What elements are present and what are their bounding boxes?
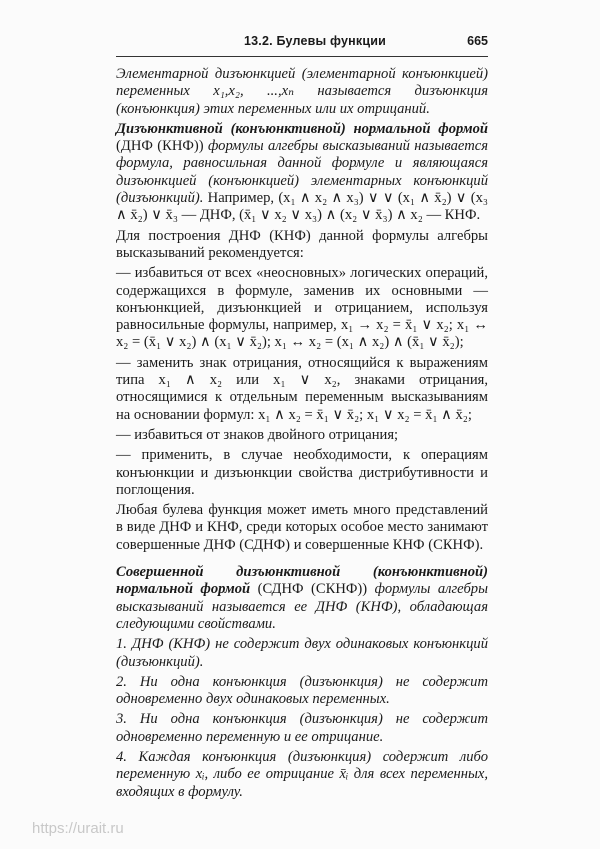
- perfect-form-definition: формулы алгебры высказываний называется ее ДНФ (КНФ), обладающая следующими свойствами.: [116, 581, 488, 632]
- step-replace-negation: — заменить знак отрицания, относящийся к выражениям типа x₁ ∧ x₂ или x₁ ∨ x₂, знаками отрицания, относящимися к отдельным переменным высказываниям на основании формул: x₁ ∧ x₂ = x̄₁ ∨ x̄₂; x₁ ∨ x₂ = x̄₁ ∧ x̄₂;: [116, 354, 488, 423]
- step-double-negation: — избавиться от знаков двойного отрицания;: [116, 426, 399, 443]
- watermark-url: https://urait.ru: [32, 820, 124, 837]
- paragraph-normal-form: [116, 121, 488, 225]
- property-item-3: 3. Ни одна конъюнкция (дизъюнкция) не содержит одновременно переменную и ее отрицание.: [116, 711, 488, 745]
- paragraph-construction-intro: Для построения ДНФ (КНФ) данной формулы алгебры высказываний рекомендуется:: [116, 227, 488, 261]
- normal-form-example: Например, (x₁ ∧ x₂ ∧ x₃) ∨ ∨ (x₁ ∧ x̄₂) ∨ (x₃ ∧ x̄₂) ∨ x̄₃ — ДНФ, (x̄₁ ∨ x₂ ∨ x₃) ∧ (x₂ ∨ x̄₃) ∧ x₂ — КНФ.: [116, 190, 488, 224]
- normal-form-definition: формулы алгебры высказываний называется формула, равносильная данной формуле и являющаяся дизъюнкцией (конъюнкцией) элементарных конъюнкций (дизъюнкций).: [116, 138, 488, 207]
- running-header: [116, 34, 488, 52]
- paragraph-representations: Любая булева функция может иметь много представлений в виде ДНФ и КНФ, среди которых особое место занимают совершенные ДНФ (СДНФ) и совершенные КНФ (СКНФ).: [116, 502, 488, 553]
- property-item-2: 2. Ни одна конъюнкция (дизъюнкция) не содержит одновременно двух одинаковых переменных.: [116, 673, 488, 708]
- section-title: 13.2. Булевы функции: [244, 34, 387, 48]
- page-body: [116, 66, 488, 804]
- step-remove-operations: — избавиться от всех «неосновных» логических операций, содержащихся в формуле, заменив их основными — конъюнкцией, дизъюнкцией и отрицанием, используя равносильные формулы, например, x₁ → x₂ = x̄₁ ∨ x₂; x₁ ↔ x₂ = (x̄₁ ∨ x₂) ∧ (x₁ ∨ x̄₂); x₁ ↔ x₂ = (x₁ ∧ x₂) ∧ (x̄₁ ∨ x̄₂);: [116, 265, 488, 351]
- page-number: 665: [467, 34, 488, 48]
- step-distributivity: — применить, в случае необходимости, к операциям конъюнкции и дизъюнкции свойства дистрибутивности и поглощения.: [116, 447, 488, 498]
- term-normal-form: Дизъюнктивной (конъюнктивной) нормальной формой: [116, 120, 488, 137]
- paragraph-perfect-form: [116, 564, 488, 633]
- term-perfect-form: Совершенной дизъюнктивной (конъюнктивной) нормальной формой: [116, 564, 488, 598]
- paragraph-elementary-disjunction: Элементарной дизъюнкцией (элементарной конъюнкцией) переменных x₁,x₂, ...,xₙ называется дизъюнкция (конъюнкция) этих переменных или их отрицаний.: [116, 66, 488, 117]
- property-item-4: 4. Каждая конъюнкция (дизъюнкция) содержит либо переменную xᵢ, либо ее отрицание x̄ᵢ для всех переменных, входящих в формулу.: [116, 748, 488, 800]
- property-item-1: 1. ДНФ (КНФ) не содержит двух одинаковых конъюнкций (дизъюнкций).: [116, 636, 488, 670]
- abbr-dnf-knf: (ДНФ (КНФ)): [116, 138, 204, 155]
- abbr-sdnf-sknf: (СДНФ (СКНФ)): [257, 581, 368, 598]
- header-divider: [116, 56, 488, 57]
